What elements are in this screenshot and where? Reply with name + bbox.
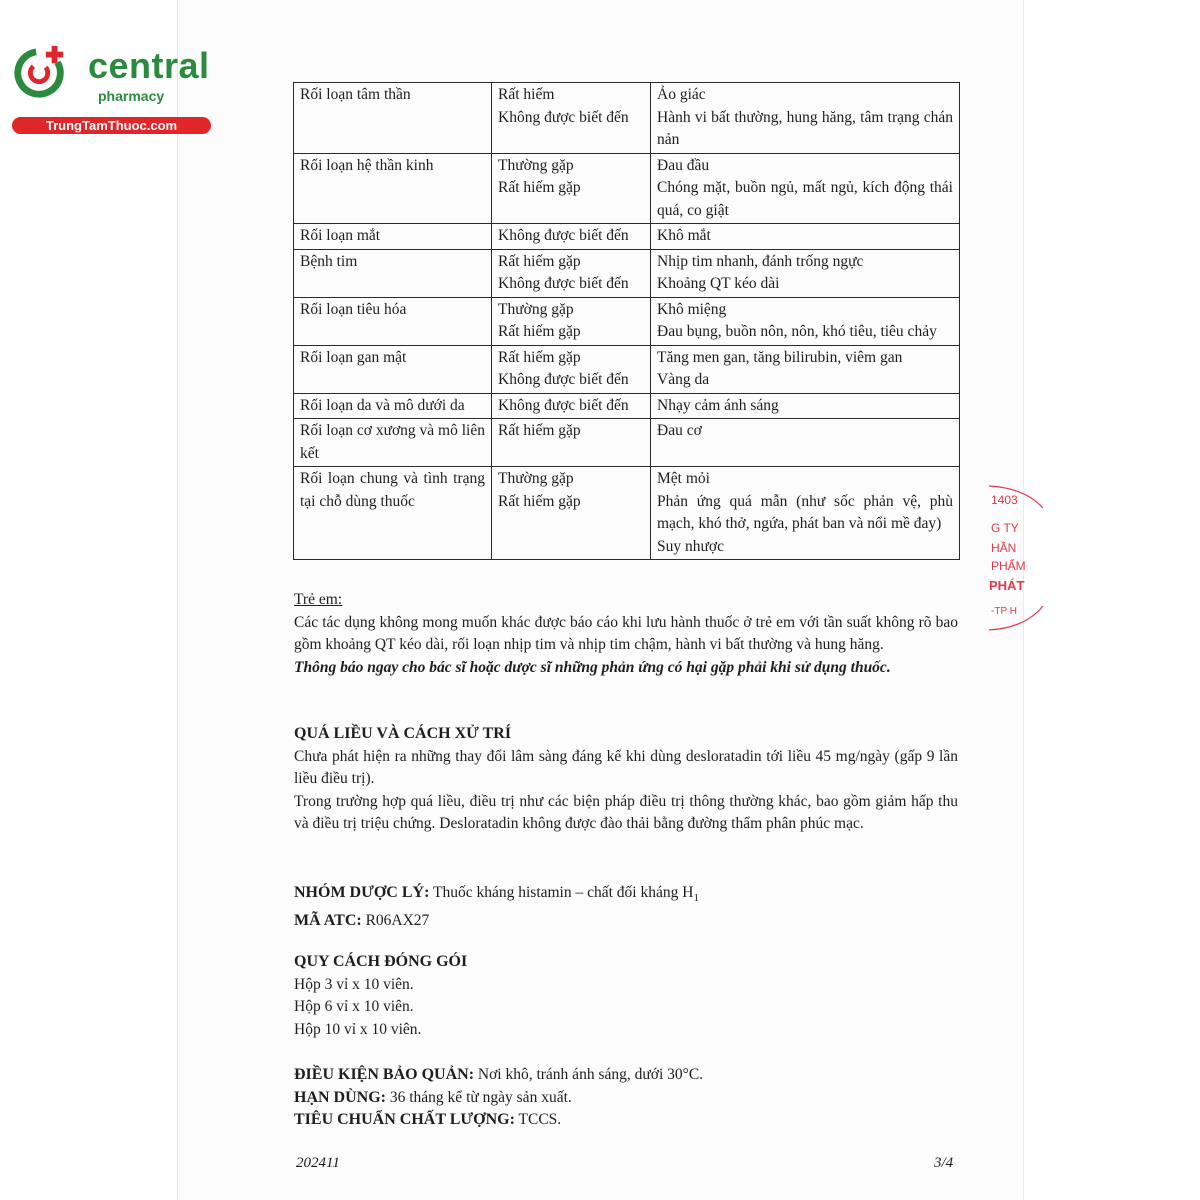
atc-value: R06AX27 [365,911,430,929]
overdose-paragraph: Chưa phát hiện ra những thay đổi lâm sàng đáng kể khi dùng desloratadin tới liều 45 mg/ngày (gấp 9 lần liều điều trị). [294,747,958,787]
table-row [294,393,960,419]
frequency: Rất hiếm gặp [498,323,581,340]
logo-subtitle: pharmacy [98,88,165,104]
effect: Nhạy cảm ánh sáng [657,396,779,414]
frequency: Thường gặp [498,470,574,487]
frequency: Rất hiếm [498,86,555,103]
packaging-item: Hộp 3 vỉ x 10 viên. [294,975,414,993]
organ-system: Rối loạn hệ thần kinh [300,156,434,174]
frequency-cell [492,419,651,467]
pharmacy-logo-icon [12,42,70,100]
effect: Khô miệng [657,300,727,318]
organ-system-cell [294,249,492,297]
frequency: Thường gặp [498,156,574,174]
stamp-text: PHÁT [989,578,1025,593]
effects-cell [651,393,960,419]
table-row [294,419,960,467]
organ-system-cell [294,419,492,467]
storage-label: ĐIỀU KIỆN BẢO QUẢN: [294,1066,475,1083]
table-row [294,83,960,154]
effect: Ảo giác [657,86,706,103]
frequency-cell [492,467,651,560]
effect: Suy nhược [657,537,724,555]
frequency-cell [492,153,651,224]
standard-label: TIÊU CHUẨN CHẤT LƯỢNG: [294,1111,515,1128]
table-row [294,345,960,393]
effects-cell [651,83,960,154]
atc-line [294,910,958,933]
frequency: Không được biết đến [498,108,629,126]
table-row [294,249,960,297]
stamp-text: HẦN [991,541,1017,555]
children-heading: Trẻ em: [294,591,343,608]
effect: Nhịp tim nhanh, đánh trống ngực [657,252,864,270]
frequency-cell [492,393,651,419]
organ-system-cell [294,297,492,345]
stamp-text: G TY [991,521,1019,535]
effects-cell [651,345,960,393]
standard-value: TCCS. [518,1111,562,1128]
packaging-section [294,951,958,1041]
logo-brand: central [88,45,210,86]
organ-system-cell [294,467,492,560]
organ-system: Rối loạn chung và tình trạng tại chỗ dùng thuốc [300,470,485,510]
effect: Phản ứng quá mẫn (như sốc phản vệ, phù mạch, khó thở, ngứa, phát ban và nổi mề đay) [657,492,953,532]
organ-system: Rối loạn tâm thần [300,86,411,103]
effect: Khoảng QT kéo dài [657,275,780,292]
effects-cell [651,249,960,297]
organ-system-cell [294,345,492,393]
overdose-section [294,723,958,836]
document-code: 202411 [296,1155,340,1171]
organ-system-cell [294,224,492,250]
effect: Đau cơ [657,422,702,439]
pharma-group-line [294,882,958,910]
frequency-cell [492,345,651,393]
frequency-cell [492,224,651,250]
overdose-heading: QUÁ LIỀU VÀ CÁCH XỬ TRÍ [294,725,512,742]
effects-cell [651,224,960,250]
stamp-text: -TP H [991,606,1017,617]
stamp-text: PHẨM [991,559,1026,573]
packaging-item: Hộp 6 vỉ x 10 viên. [294,998,414,1015]
pharma-group-label: NHÓM DƯỢC LÝ: [294,884,430,901]
effect: Đau đầu [657,156,710,174]
organ-system: Rối loạn da và mô dưới da [300,396,465,414]
overdose-paragraph: Trong trường hợp quá liều, điều trị như các biện pháp điều trị thông thường khác, bao gồm giảm hấp thu và điều trị triệu chứng. Desloratadin không được đào thải bằng đường thẩm phân phúc mạc. [294,792,958,832]
pharma-group-subscript: 1 [693,892,699,905]
report-notice: Thông báo ngay cho bác sĩ hoặc dược sĩ những phản ứng có hại gặp phải khi sử dụng thuốc. [294,658,891,676]
storage-section [294,1064,958,1132]
effects-cell [651,153,960,224]
effects-cell [651,467,960,560]
effect: Chóng mặt, buồn ngủ, mất ngủ, kích động thái quá, co giật [657,179,953,219]
effect: Vàng da [657,371,710,388]
shelf-life-label: HẠN DÙNG: [294,1088,386,1106]
pharma-group-value: Thuốc kháng histamin – chất đối kháng H [433,884,694,901]
organ-system: Rối loạn cơ xương và mô liên kết [300,422,485,462]
frequency: Rất hiếm gặp [498,252,581,270]
page-number: 3/4 [934,1155,954,1171]
frequency-cell [492,297,651,345]
frequency: Rất hiếm gặp [498,422,581,439]
organ-system-cell [294,393,492,419]
effects-cell [651,419,960,467]
organ-system-cell [294,83,492,154]
organ-system: Rối loạn mắt [300,227,381,244]
frequency-cell [492,83,651,154]
table-row [294,153,960,224]
frequency: Không được biết đến [498,396,629,414]
effect: Khô mắt [657,227,711,244]
effects-cell [651,297,960,345]
adverse-effects-table [293,82,960,560]
table-row [294,224,960,250]
packaging-heading: QUY CÁCH ĐÓNG GÓI [294,953,468,970]
organ-system: Bệnh tim [300,252,358,270]
effect: Tăng men gan, tăng bilirubin, viêm gan [657,348,903,366]
frequency: Không được biết đến [498,371,629,388]
atc-label: MÃ ATC: [294,911,362,929]
table-row [294,297,960,345]
frequency: Không được biết đến [498,227,629,244]
frequency: Rất hiếm gặp [498,492,581,510]
packaging-item: Hộp 10 vỉ x 10 viên. [294,1020,422,1038]
organ-system-cell [294,153,492,224]
company-stamp [985,478,1045,638]
frequency: Không được biết đến [498,275,629,292]
frequency: Rất hiếm gặp [498,179,581,196]
logo-url[interactable]: TrungTamThuoc.com [12,117,211,134]
frequency-cell [492,249,651,297]
effect: Hành vi bất thường, hung hăng, tâm trạng chán nản [657,108,953,148]
children-text: Các tác dụng không mong muốn khác được báo cáo khi lưu hành thuốc ở trẻ em với tần suất không rõ bao gồm khoảng QT kéo dài, rối loạn nhịp tim và nhịp tim chậm, hành vi bất thường và hung hăng. [294,613,958,653]
standard-line [294,1109,958,1132]
children-section [294,589,958,679]
table-row [294,467,960,560]
effect: Đau bụng, buồn nôn, nôn, khó tiêu, tiêu chảy [657,323,937,340]
organ-system: Rối loạn tiêu hóa [300,300,407,318]
central-pharmacy-logo[interactable] [10,38,215,138]
pharma-info-section [294,882,958,932]
frequency: Thường gặp [498,300,574,318]
storage-value: Nơi khô, tránh ánh sáng, dưới 30°C. [477,1066,704,1083]
shelf-life-line [294,1087,958,1110]
shelf-life-value: 36 tháng kể từ ngày sản xuất. [389,1088,572,1106]
stamp-text: 1403 [991,493,1018,507]
effect: Mệt mỏi [657,470,710,487]
frequency: Rất hiếm gặp [498,348,581,366]
storage-line [294,1064,958,1087]
organ-system: Rối loạn gan mật [300,348,407,366]
